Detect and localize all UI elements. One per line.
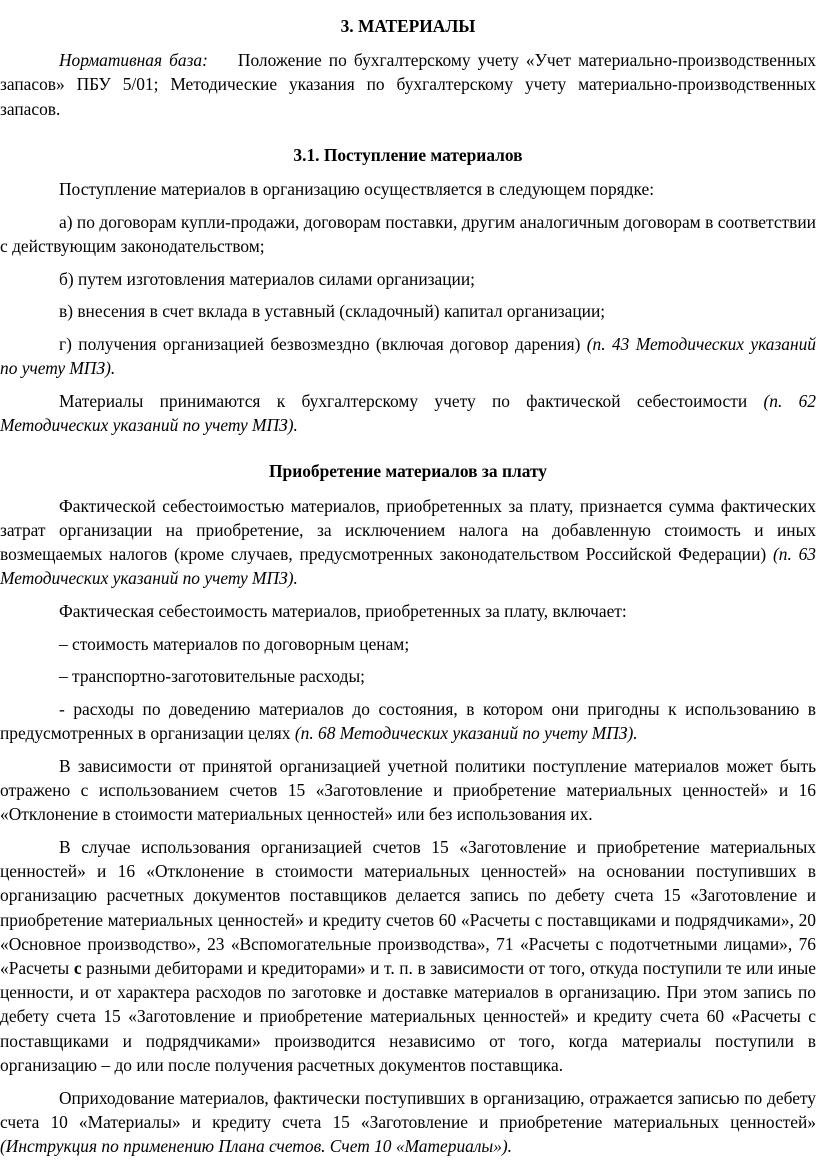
posting-text: Оприходование материалов, фактически поступивших в организацию, отражается записью по дебету счета 10 «Материалы» и кредиту счета 15 «Заготовление и приобретение материальных ценностей» [0, 1087, 816, 1132]
list-item-g-text: г) получения организацией безвозмездно (включая договор дарения) [59, 334, 581, 355]
subsection-title: Приобретение материалов за плату [269, 461, 547, 482]
normative-text: Положение по бухгалтерскому учету «Учет материально-производственных запасов» ПБУ 5/01; Методические указания по бухгалтерскому учету материально-производственных запасов. [0, 50, 816, 119]
list-item-a: а) по договорам купли-продажи, договорам поставки, другим аналогичным договорам в соответствии с действующим законодательством; [0, 211, 816, 256]
posting-reference: (Инструкция по применению Плана счетов. Счет 10 «Материалы»). [0, 1135, 513, 1156]
includes-item-1: – стоимость материалов по договорным ценам; [59, 633, 410, 654]
normative-label: Нормативная база: [59, 50, 208, 71]
accept-paragraph [0, 389, 816, 437]
accounts-bold-letter: с [73, 958, 82, 978]
section-title: 3.1. Поступление материалов [293, 144, 523, 165]
accounts-text-2: разными дебиторами и кредиторами» и т. п. в зависимости от того, откуда поступили те или иные ценности, и от характера расходов по заготовке и доставке материалов в организацию. При этом запись по дебету счета 15 «Заготовление и приобретение материальных ценностей» и кредиту счета 60 «Расчеты с поставщиками и подрядчиками» производится независимо от того, когда материалы поступили в организацию – до или после получения расчетных документов поставщика. [0, 958, 816, 1075]
cost-reference: (п. 63 Методических указаний по учету МПЗ). [0, 543, 816, 589]
list-item-v: в) внесения в счет вклада в уставный (складочный) капитал организации; [59, 301, 606, 322]
intro-paragraph: Поступление материалов в организацию осуществляется в следующем порядке: [59, 179, 655, 200]
list-item-g [0, 332, 816, 380]
page-title: 3. МАТЕРИАЛЫ [340, 16, 476, 36]
includes-item-3-reference: (п. 68 Методических указаний по учету МПЗ). [294, 723, 638, 744]
accounts-text-1: В случае использования организацией счетов 15 «Заготовление и приобретение материальных ценностей» и 16 «Отклонение в стоимости материальных ценностей» на основании поступивших в организацию расчетных документов поставщиков делается запись по дебету счета 15 «Заготовление и приобретение материальных ценностей» и кредиту счетов 60 «Расчеты с поставщиками и подрядчиками», 20 «Основное производство», 23 «Вспомогательные производства», 71 «Расчеты с подотчетными лицами», 76 «Расчеты [0, 836, 816, 978]
includes-item-3-text: - расходы по доведению материалов до состояния, в котором они пригодны к использованию в предусмотренных в организации целях [0, 698, 816, 744]
list-item-g-reference: (п. 43 Методических указаний по учету МПЗ). [0, 334, 816, 379]
accounts-paragraph [0, 835, 816, 1077]
includes-paragraph: Фактическая себестоимость материалов, приобретенных за плату, включает: [59, 600, 627, 621]
includes-item-2: – транспортно-заготовительные расходы; [59, 666, 365, 687]
includes-item-3 [0, 697, 816, 745]
policy-paragraph: В зависимости от принятой организацией учетной политики поступление материалов может быть отражено с использованием счетов 15 «Заготовление и приобретение материальных ценностей» и 16 «Отклонение в стоимости материальных ценностей» или без использования их. [0, 755, 816, 825]
posting-paragraph [0, 1086, 816, 1159]
cost-paragraph [0, 494, 816, 591]
normative-paragraph [0, 48, 816, 121]
cost-text: Фактической себестоимостью материалов, приобретенных за плату, признается сумма фактических затрат организации на приобретение, за исключением налога на добавленную стоимость и иных возмещаемых налогов (кроме случаев, предусмотренных законодательством Российской Федерации) [0, 495, 816, 564]
list-item-b: б) путем изготовления материалов силами организации; [59, 268, 475, 289]
accept-text: Материалы принимаются к бухгалтерскому учету по фактической себестоимости [59, 390, 748, 411]
accept-reference: (п. 62 Методических указаний по учету МПЗ). [0, 390, 816, 436]
